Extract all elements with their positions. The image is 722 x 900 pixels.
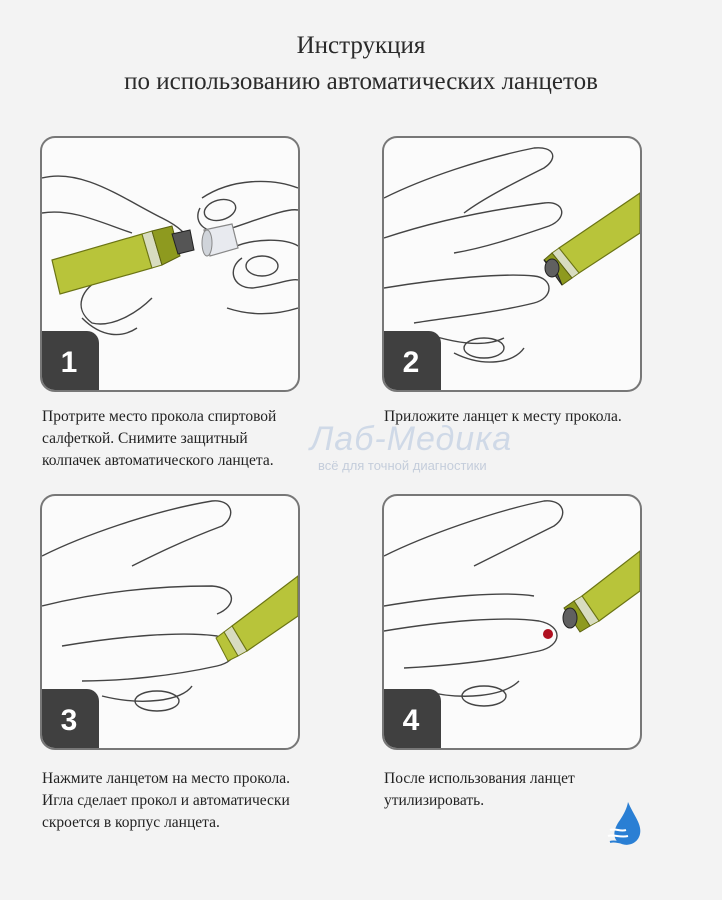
step-1-caption-line-1: Протрите место прокола спиртовой	[42, 408, 277, 425]
lancet-cap	[202, 224, 238, 256]
water-drop-icon	[606, 800, 646, 855]
step-3-caption	[42, 768, 362, 834]
step-4-caption-line-1: После использования ланцет	[384, 770, 575, 787]
step-3-illustration	[40, 494, 300, 750]
watermark-slogan: всё для точной диагностики	[318, 458, 487, 473]
step-3-caption-line-3: скроется в корпус ланцета.	[42, 814, 220, 831]
title-line-1: Инструкция	[296, 32, 426, 59]
step-4-caption-line-2: утилизировать.	[384, 792, 485, 809]
step-1-caption-line-2: салфеткой. Снимите защитный	[42, 430, 248, 447]
step-4-number: 4	[382, 689, 441, 750]
lancet-body	[216, 576, 298, 661]
step-4-illustration	[382, 494, 642, 750]
step-3-caption-line-2: Игла сделает прокол и автоматически	[42, 792, 290, 809]
step-2-caption-line-1: Приложите ланцет к месту прокола.	[384, 408, 622, 425]
step-3-number: 3	[40, 689, 99, 750]
step-1-number: 1	[40, 331, 99, 392]
step-2-illustration	[382, 136, 642, 392]
step-3-caption-line-1: Нажмите ланцетом на место прокола.	[42, 770, 290, 787]
page-title	[0, 28, 722, 100]
step-1-illustration	[40, 136, 300, 392]
step-1-caption-line-3: колпачек автоматического ланцета.	[42, 452, 274, 469]
watermark-brand: Лаб-Медика	[310, 420, 513, 458]
lancet-body	[52, 226, 194, 294]
step-4-caption	[384, 768, 704, 812]
lancet-body	[563, 551, 640, 632]
step-2-number: 2	[382, 331, 441, 392]
title-line-2: по использованию автоматических ланцетов	[124, 68, 598, 95]
lancet-body	[544, 193, 640, 285]
blood-drop	[543, 629, 553, 639]
